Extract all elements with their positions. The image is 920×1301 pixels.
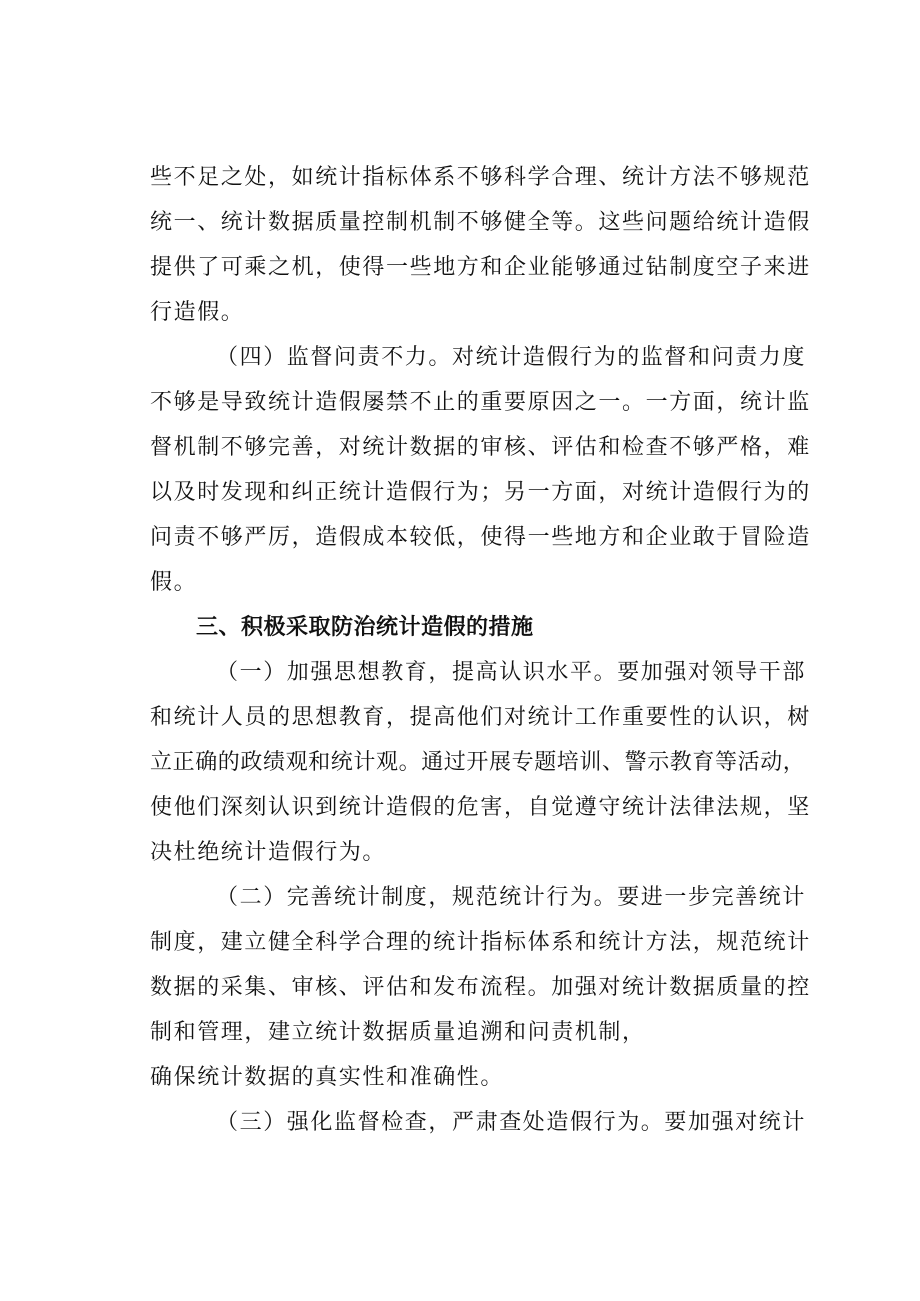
body-text-line: 以及时发现和纠正统计造假行为；另一方面，对统计造假行为的 — [150, 480, 811, 505]
body-text-line: 行造假。 — [150, 300, 245, 325]
body-text-line: 确保统计数据的真实性和准确性。 — [150, 1065, 505, 1090]
body-text-line: 不够是导致统计造假屡禁不止的重要原因之一。一方面，统计监 — [150, 390, 811, 415]
body-text-line: 假。 — [150, 570, 198, 595]
body-text-line: 统一、统计数据质量控制机制不够健全等。这些问题给统计造假 — [150, 210, 811, 235]
paragraph-first-line: （一）加强思想教育，提高认识水平。要加强对领导干部 — [216, 660, 807, 685]
body-text-line: 使他们深刻认识到统计造假的危害，自觉遵守统计法律法规，坚 — [150, 795, 811, 820]
body-text-line: 问责不够严厉，造假成本较低，使得一些地方和企业敢于冒险造 — [150, 525, 811, 550]
body-text-line: 制和管理，建立统计数据质量追溯和问责机制， — [150, 1020, 646, 1045]
paragraph-first-line: （二）完善统计制度，规范统计行为。要进一步完善统计 — [216, 885, 807, 910]
body-text-line: 立正确的政绩观和统计观。通过开展专题培训、警示教育等活动， — [150, 750, 806, 775]
body-text-line: 督机制不够完善，对统计数据的审核、评估和检查不够严格，难 — [150, 435, 811, 460]
body-text-line: 决杜绝统计造假行为。 — [150, 840, 387, 865]
body-text-line: 些不足之处，如统计指标体系不够科学合理、统计方法不够规范 — [150, 165, 811, 190]
body-text-line: 数据的采集、审核、评估和发布流程。加强对统计数据质量的控 — [150, 975, 811, 1000]
section-heading: 三、积极采取防治统计造假的措施 — [196, 615, 534, 640]
body-text-line: 制度，建立健全科学合理的统计指标体系和统计方法，规范统计 — [150, 930, 811, 955]
body-text-line: 和统计人员的思想教育，提高他们对统计工作重要性的认识，树 — [150, 705, 811, 730]
body-text-line: 提供了可乘之机，使得一些地方和企业能够通过钻制度空子来进 — [150, 255, 811, 280]
paragraph-first-line: （三）强化监督检查，严肃查处造假行为。要加强对统计 — [216, 1110, 807, 1135]
paragraph-first-line: （四）监督问责不力。对统计造假行为的监督和问责力度 — [216, 345, 807, 370]
